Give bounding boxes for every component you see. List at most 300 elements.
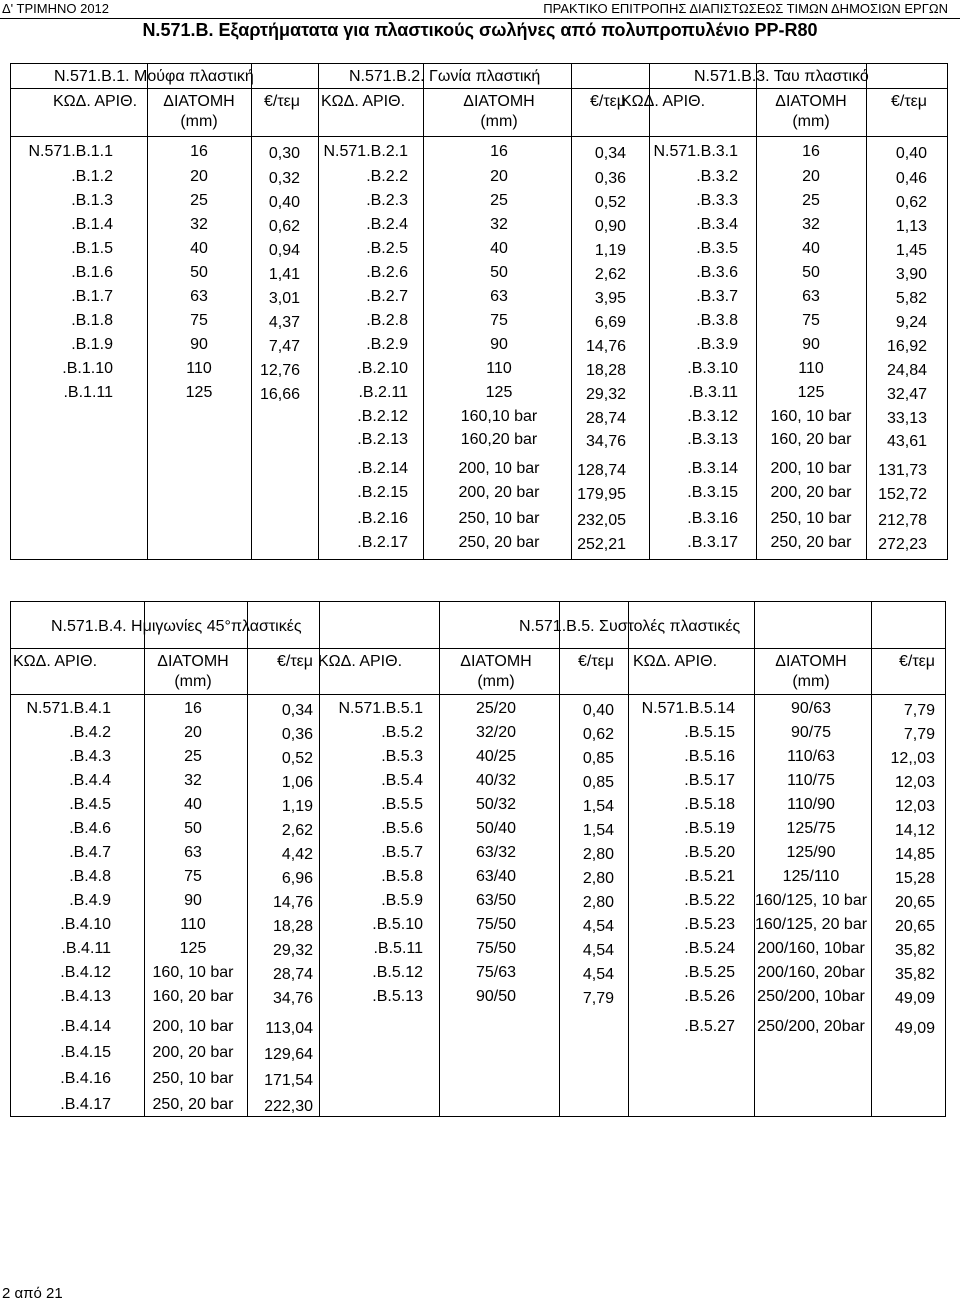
cell-code: .Β.3.7 <box>696 288 738 305</box>
cell-price: 18,28 <box>272 918 313 935</box>
cell-diameter: 110/90 <box>787 796 835 813</box>
cell-diameter: 200/160, 20bar <box>757 964 865 981</box>
cell-price: 128,74 <box>577 462 626 479</box>
cell-diameter: 160,10 bar <box>460 408 538 425</box>
cell-price: 1,13 <box>895 218 927 235</box>
cell-diameter: 75/50 <box>475 940 517 957</box>
cell-price: 35,82 <box>894 942 935 959</box>
cell-price: 14,76 <box>272 894 313 911</box>
cell-code: .Β.5.8 <box>381 868 423 885</box>
header-diameter: ΔΙΑΤΟΜΗ <box>463 93 535 110</box>
cell-code: .Β.5.3 <box>381 748 423 765</box>
cell-diameter: 200, 20 bar <box>770 484 852 501</box>
cell-diameter: 32 <box>184 772 202 789</box>
cell-diameter: 125 <box>485 384 513 401</box>
cell-code: .Β.4.14 <box>60 1018 111 1035</box>
cell-code: .Β.2.17 <box>357 534 408 551</box>
cell-price: 32,47 <box>886 386 927 403</box>
cell-diameter: 50 <box>802 264 820 281</box>
cell-code: .Β.2.6 <box>366 264 408 281</box>
cell-diameter: 200, 10 bar <box>458 460 540 477</box>
cell-code: .Β.5.26 <box>684 988 735 1005</box>
cell-diameter: 90/63 <box>790 700 832 717</box>
cell-code: .Β.4.3 <box>69 748 111 765</box>
cell-diameter: 50/40 <box>475 820 517 837</box>
cell-price: 272,23 <box>878 536 927 553</box>
cell-code: .Β.3.17 <box>687 534 738 551</box>
cell-price: 12,03 <box>894 774 935 791</box>
cell-code: .Β.1.6 <box>71 264 113 281</box>
cell-diameter: 63/50 <box>475 892 517 909</box>
cell-diameter: 75/50 <box>475 916 517 933</box>
header-right: ΠΡΑΚΤΙΚΟ ΕΠΙΤΡΟΠΗΣ ΔΙΑΠΙΣΤΩΣΕΩΣ ΤΙΜΩΝ ΔΗΜΟΣΙΩΝ ΕΡΓΩΝ <box>543 1 948 16</box>
cell-code: .Β.4.8 <box>69 868 111 885</box>
cell-code: .Β.5.20 <box>684 844 735 861</box>
cell-price: 20,65 <box>894 894 935 911</box>
cell-code: .Β.3.2 <box>696 168 738 185</box>
cell-diameter: 20 <box>190 168 208 185</box>
cell-diameter: 250, 10 bar <box>770 510 852 527</box>
cell-price: 0,40 <box>582 702 614 719</box>
cell-diameter: 250/200, 20bar <box>757 1018 865 1035</box>
cell-price: 33,13 <box>886 410 927 427</box>
cell-code: .Β.5.12 <box>372 964 423 981</box>
cell-code: .Β.2.14 <box>357 460 408 477</box>
cell-diameter: 160/125, 20 bar <box>754 916 868 933</box>
cell-diameter: 125/110 <box>782 868 840 885</box>
header-code: ΚΩΔ. ΑΡΙΘ. <box>13 653 98 670</box>
cell-diameter: 50 <box>184 820 202 837</box>
cell-diameter: 16 <box>490 143 508 160</box>
cell-diameter: 25/20 <box>475 700 517 717</box>
cell-code: .Β.5.11 <box>373 940 423 957</box>
cell-code: .Β.3.8 <box>696 312 738 329</box>
cell-price: 49,09 <box>894 1020 935 1037</box>
page-number: 2 από 21 <box>2 1285 63 1302</box>
cell-code: Ν.571.Β.2.1 <box>323 143 408 160</box>
cell-diameter: 125 <box>179 940 207 957</box>
cell-code: .Β.5.18 <box>684 796 735 813</box>
cell-code: .Β.5.23 <box>684 916 735 933</box>
cell-diameter: 25 <box>184 748 202 765</box>
cell-code: .Β.1.7 <box>71 288 113 305</box>
cell-code: .Β.4.2 <box>69 724 111 741</box>
cell-diameter: 75 <box>490 312 508 329</box>
cell-price: 4,37 <box>268 314 300 331</box>
cell-code: .Β.2.13 <box>357 431 408 448</box>
cell-code: .Β.5.4 <box>381 772 423 789</box>
cell-price: 0,34 <box>281 702 313 719</box>
cell-diameter: 25 <box>190 192 208 209</box>
cell-code: .Β.3.12 <box>687 408 738 425</box>
cell-diameter: 125/75 <box>786 820 836 837</box>
cell-code: .Β.1.8 <box>71 312 113 329</box>
cell-price: 252,21 <box>577 536 626 553</box>
header-diameter: ΔΙΑΤΟΜΗ <box>460 653 532 670</box>
cell-price: 4,54 <box>582 966 614 983</box>
cell-price: 1,41 <box>268 266 300 283</box>
cell-diameter: 110 <box>180 916 206 933</box>
cell-price: 4,42 <box>281 846 313 863</box>
cell-diameter: 25 <box>802 192 820 209</box>
cell-code: Ν.571.Β.5.1 <box>338 700 423 717</box>
cell-diameter: 40 <box>184 796 202 813</box>
row-divider <box>11 136 947 137</box>
cell-code: .Β.4.12 <box>60 964 111 981</box>
header-price: €/τεμ <box>577 653 614 670</box>
group-title-45-elbow: Ν.571.Β.4. Ημιγωνίες 45°πλαστικές <box>51 618 302 635</box>
cell-price: 0,36 <box>594 170 626 187</box>
cell-code: .Β.3.4 <box>696 216 738 233</box>
cell-diameter: 16 <box>802 143 820 160</box>
cell-price: 179,95 <box>577 486 626 503</box>
fittings-table-2 <box>10 601 946 1117</box>
cell-price: 2,80 <box>582 870 614 887</box>
cell-diameter: 50 <box>190 264 208 281</box>
cell-diameter: 32 <box>190 216 208 233</box>
cell-price: 4,54 <box>582 918 614 935</box>
cell-code: .Β.5.7 <box>381 844 423 861</box>
cell-diameter: 200/160, 10bar <box>757 940 865 957</box>
header-diameter: ΔΙΑΤΟΜΗ <box>157 653 229 670</box>
cell-code: .Β.4.10 <box>60 916 111 933</box>
cell-code: .Β.2.2 <box>366 168 408 185</box>
header-mm: (mm) <box>477 673 515 690</box>
cell-code: .Β.5.13 <box>372 988 423 1005</box>
cell-price: 3,90 <box>895 266 927 283</box>
header-price: €/τεμ <box>890 93 927 110</box>
cell-diameter: 250/200, 10bar <box>757 988 865 1005</box>
cell-code: .Β.2.5 <box>366 240 408 257</box>
cell-code: .Β.4.7 <box>69 844 111 861</box>
cell-diameter: 20 <box>184 724 202 741</box>
cell-price: 28,74 <box>272 966 313 983</box>
cell-price: 232,05 <box>577 512 626 529</box>
cell-price: 131,73 <box>878 462 927 479</box>
header-mm: (mm) <box>792 673 830 690</box>
cell-code: .Β.3.9 <box>696 336 738 353</box>
cell-code: .Β.5.27 <box>684 1018 735 1035</box>
cell-price: 12,76 <box>259 362 300 379</box>
cell-price: 7,47 <box>268 338 300 355</box>
cell-price: 14,85 <box>894 846 935 863</box>
cell-price: 35,82 <box>894 966 935 983</box>
cell-diameter: 250, 10 bar <box>458 510 540 527</box>
cell-price: 12,,03 <box>890 750 935 767</box>
cell-diameter: 160, 10 bar <box>770 408 852 425</box>
cell-price: 14,12 <box>894 822 935 839</box>
cell-price: 7,79 <box>582 990 614 1007</box>
running-header <box>0 0 960 18</box>
cell-diameter: 16 <box>190 143 208 160</box>
cell-price: 0,30 <box>268 145 300 162</box>
header-price: €/τεμ <box>276 653 313 670</box>
cell-code: .Β.1.2 <box>71 168 113 185</box>
cell-price: 1,06 <box>281 774 313 791</box>
cell-diameter: 63 <box>490 288 508 305</box>
cell-price: 6,96 <box>281 870 313 887</box>
cell-diameter: 75 <box>802 312 820 329</box>
cell-diameter: 250, 20 bar <box>770 534 852 551</box>
cell-price: 2,80 <box>582 846 614 863</box>
cell-diameter: 160, 20 bar <box>770 431 852 448</box>
cell-code: .Β.5.10 <box>372 916 423 933</box>
cell-code: Ν.571.Β.4.1 <box>26 700 111 717</box>
cell-diameter: 16 <box>184 700 202 717</box>
cell-price: 16,66 <box>259 386 300 403</box>
header-rule <box>0 18 960 19</box>
cell-price: 152,72 <box>878 486 927 503</box>
cell-price: 0,32 <box>268 170 300 187</box>
column-divider <box>423 64 424 559</box>
cell-code: .Β.2.10 <box>357 360 408 377</box>
cell-code: .Β.4.6 <box>69 820 111 837</box>
cell-code: .Β.1.4 <box>71 216 113 233</box>
cell-diameter: 160/125, 10 bar <box>754 892 868 909</box>
cell-diameter: 20 <box>490 168 508 185</box>
cell-diameter: 40/25 <box>475 748 517 765</box>
cell-code: .Β.2.8 <box>366 312 408 329</box>
row-divider <box>11 648 945 649</box>
cell-price: 2,80 <box>582 894 614 911</box>
cell-price: 5,82 <box>895 290 927 307</box>
cell-diameter: 32/20 <box>475 724 517 741</box>
header-code: ΚΩΔ. ΑΡΙΘ. <box>633 653 718 670</box>
group-title-tee: Ν.571.Β.3. Ταυ πλαστικό <box>694 68 869 85</box>
group-title-reducer: Ν.571.Β.5. Συστολές πλαστικές <box>519 618 741 635</box>
cell-code: .Β.4.16 <box>60 1070 111 1087</box>
cell-code: .Β.5.16 <box>684 748 735 765</box>
cell-diameter: 90 <box>184 892 202 909</box>
cell-diameter: 40 <box>190 240 208 257</box>
document-title: Ν.571.Β. Εξαρτήματατα για πλαστικούς σωλήνες από πολυπροπυλένιο PP-R80 <box>142 20 818 40</box>
cell-code: .Β.3.14 <box>687 460 738 477</box>
group-title-elbow: Ν.571.Β.2. Γωνία πλαστική <box>349 68 541 85</box>
cell-price: 3,01 <box>268 290 300 307</box>
cell-diameter: 63 <box>184 844 202 861</box>
cell-diameter: 50/32 <box>475 796 517 813</box>
cell-code: .Β.4.15 <box>60 1044 111 1061</box>
cell-diameter: 125 <box>797 384 825 401</box>
cell-price: 212,78 <box>878 512 927 529</box>
cell-diameter: 200, 20 bar <box>152 1044 234 1061</box>
cell-diameter: 110 <box>798 360 824 377</box>
cell-code: .Β.3.13 <box>687 431 738 448</box>
cell-price: 7,79 <box>903 726 935 743</box>
cell-code: .Β.5.9 <box>381 892 423 909</box>
header-diameter: ΔΙΑΤΟΜΗ <box>775 653 847 670</box>
cell-price: 0,90 <box>594 218 626 235</box>
cell-code: .Β.1.3 <box>71 192 113 209</box>
cell-price: 24,84 <box>886 362 927 379</box>
cell-price: 0,62 <box>582 726 614 743</box>
cell-diameter: 125/90 <box>786 844 836 861</box>
cell-diameter: 63 <box>190 288 208 305</box>
cell-diameter: 250, 20 bar <box>458 534 540 551</box>
cell-diameter: 63 <box>802 288 820 305</box>
cell-code: .Β.5.17 <box>684 772 735 789</box>
cell-code: .Β.4.5 <box>69 796 111 813</box>
cell-price: 2,62 <box>594 266 626 283</box>
cell-diameter: 250, 10 bar <box>152 1070 234 1087</box>
cell-price: 0,34 <box>594 145 626 162</box>
cell-code: .Β.2.3 <box>366 192 408 209</box>
cell-code: .Β.5.5 <box>381 796 423 813</box>
cell-code: Ν.571.Β.1.1 <box>28 143 113 160</box>
cell-price: 43,61 <box>886 433 927 450</box>
cell-code: .Β.5.19 <box>684 820 735 837</box>
cell-diameter: 32 <box>802 216 820 233</box>
cell-price: 171,54 <box>264 1072 313 1089</box>
cell-diameter: 90 <box>802 336 820 353</box>
cell-diameter: 110/63 <box>787 748 835 765</box>
cell-price: 1,19 <box>594 242 626 259</box>
cell-code: .Β.5.24 <box>684 940 735 957</box>
cell-code: .Β.4.4 <box>69 772 111 789</box>
cell-price: 1,19 <box>281 798 313 815</box>
cell-diameter: 75/63 <box>475 964 517 981</box>
cell-code: .Β.1.10 <box>62 360 113 377</box>
cell-diameter: 110 <box>186 360 212 377</box>
cell-diameter: 50 <box>490 264 508 281</box>
header-price: €/τεμ <box>589 93 626 110</box>
cell-price: 129,64 <box>264 1046 313 1063</box>
group-title-coupling: Ν.571.Β.1. Μούφα πλαστική <box>54 68 254 85</box>
cell-code: .Β.4.13 <box>60 988 111 1005</box>
header-mm: (mm) <box>792 113 830 130</box>
cell-diameter: 20 <box>802 168 820 185</box>
cell-diameter: 75 <box>184 868 202 885</box>
cell-diameter: 90 <box>490 336 508 353</box>
header-mm: (mm) <box>180 113 218 130</box>
cell-price: 0,85 <box>582 750 614 767</box>
cell-price: 16,92 <box>886 338 927 355</box>
cell-price: 15,28 <box>894 870 935 887</box>
cell-price: 28,74 <box>585 410 626 427</box>
cell-diameter: 32 <box>490 216 508 233</box>
cell-code: .Β.3.15 <box>687 484 738 501</box>
cell-code: .Β.5.21 <box>684 868 735 885</box>
cell-diameter: 75 <box>190 312 208 329</box>
cell-code: Ν.571.Β.3.1 <box>653 143 738 160</box>
cell-diameter: 200, 20 bar <box>458 484 540 501</box>
fittings-table-1 <box>10 63 948 560</box>
cell-code: .Β.2.15 <box>357 484 408 501</box>
cell-code: .Β.5.6 <box>381 820 423 837</box>
column-divider <box>571 64 572 559</box>
cell-price: 0,52 <box>594 194 626 211</box>
cell-code: .Β.5.22 <box>684 892 735 909</box>
cell-code: .Β.3.5 <box>696 240 738 257</box>
cell-code: .Β.5.25 <box>684 964 735 981</box>
cell-price: 0,40 <box>895 145 927 162</box>
cell-diameter: 200, 10 bar <box>770 460 852 477</box>
cell-price: 0,85 <box>582 774 614 791</box>
cell-diameter: 40 <box>802 240 820 257</box>
cell-price: 4,54 <box>582 942 614 959</box>
cell-price: 14,76 <box>585 338 626 355</box>
cell-diameter: 90/75 <box>790 724 832 741</box>
cell-price: 49,09 <box>894 990 935 1007</box>
header-code: ΚΩΔ. ΑΡΙΘ. <box>621 93 706 110</box>
cell-price: 0,40 <box>268 194 300 211</box>
cell-price: 12,03 <box>894 798 935 815</box>
cell-code: .Β.2.16 <box>357 510 408 527</box>
cell-code: .Β.1.11 <box>63 384 113 401</box>
cell-price: 2,62 <box>281 822 313 839</box>
cell-price: 0,52 <box>281 750 313 767</box>
cell-price: 18,28 <box>585 362 626 379</box>
cell-diameter: 110/75 <box>787 772 835 789</box>
cell-price: 6,69 <box>594 314 626 331</box>
row-divider <box>11 694 945 695</box>
cell-diameter: 63/40 <box>475 868 517 885</box>
cell-diameter: 90/50 <box>475 988 517 1005</box>
cell-diameter: 90 <box>190 336 208 353</box>
cell-code: .Β.2.7 <box>366 288 408 305</box>
cell-price: 9,24 <box>895 314 927 331</box>
header-price: €/τεμ <box>898 653 935 670</box>
cell-price: 113,04 <box>265 1020 313 1037</box>
header-price: €/τεμ <box>263 93 300 110</box>
cell-diameter: 160, 20 bar <box>152 988 234 1005</box>
cell-code: .Β.3.3 <box>696 192 738 209</box>
cell-diameter: 40/32 <box>475 772 517 789</box>
cell-diameter: 250, 20 bar <box>152 1096 234 1113</box>
cell-diameter: 160, 10 bar <box>152 964 234 981</box>
cell-diameter: 63/32 <box>475 844 517 861</box>
header-code: ΚΩΔ. ΑΡΙΘ. <box>321 93 406 110</box>
cell-code: Ν.571.Β.5.14 <box>641 700 735 717</box>
row-divider <box>11 88 947 89</box>
cell-diameter: 200, 10 bar <box>152 1018 234 1035</box>
cell-price: 0,46 <box>895 170 927 187</box>
cell-diameter: 40 <box>490 240 508 257</box>
cell-code: .Β.2.4 <box>366 216 408 233</box>
cell-price: 34,76 <box>585 433 626 450</box>
cell-diameter: 25 <box>490 192 508 209</box>
cell-price: 0,36 <box>281 726 313 743</box>
cell-price: 222,30 <box>264 1098 313 1115</box>
cell-diameter: 125 <box>185 384 213 401</box>
cell-price: 29,32 <box>272 942 313 959</box>
cell-price: 34,76 <box>272 990 313 1007</box>
header-code: ΚΩΔ. ΑΡΙΘ. <box>53 93 138 110</box>
cell-code: .Β.3.10 <box>687 360 738 377</box>
cell-code: .Β.3.16 <box>687 510 738 527</box>
header-left: Δ' ΤΡΙΜΗΝΟ 2012 <box>2 1 110 16</box>
header-diameter: ΔΙΑΤΟΜΗ <box>775 93 847 110</box>
header-code: ΚΩΔ. ΑΡΙΘ. <box>318 653 403 670</box>
cell-code: .Β.4.17 <box>60 1096 111 1113</box>
cell-code: .Β.5.15 <box>684 724 735 741</box>
cell-code: .Β.2.12 <box>357 408 408 425</box>
cell-code: .Β.2.9 <box>366 336 408 353</box>
cell-price: 0,94 <box>268 242 300 259</box>
cell-code: .Β.4.9 <box>69 892 111 909</box>
cell-price: 3,95 <box>594 290 626 307</box>
header-mm: (mm) <box>480 113 518 130</box>
header-mm: (mm) <box>174 673 212 690</box>
header-diameter: ΔΙΑΤΟΜΗ <box>163 93 235 110</box>
cell-code: .Β.5.2 <box>381 724 423 741</box>
cell-code: .Β.4.11 <box>61 940 111 957</box>
cell-price: 7,79 <box>903 702 935 719</box>
cell-price: 1,45 <box>895 242 927 259</box>
cell-code: .Β.2.11 <box>358 384 408 401</box>
cell-code: .Β.3.6 <box>696 264 738 281</box>
cell-price: 1,54 <box>582 798 614 815</box>
